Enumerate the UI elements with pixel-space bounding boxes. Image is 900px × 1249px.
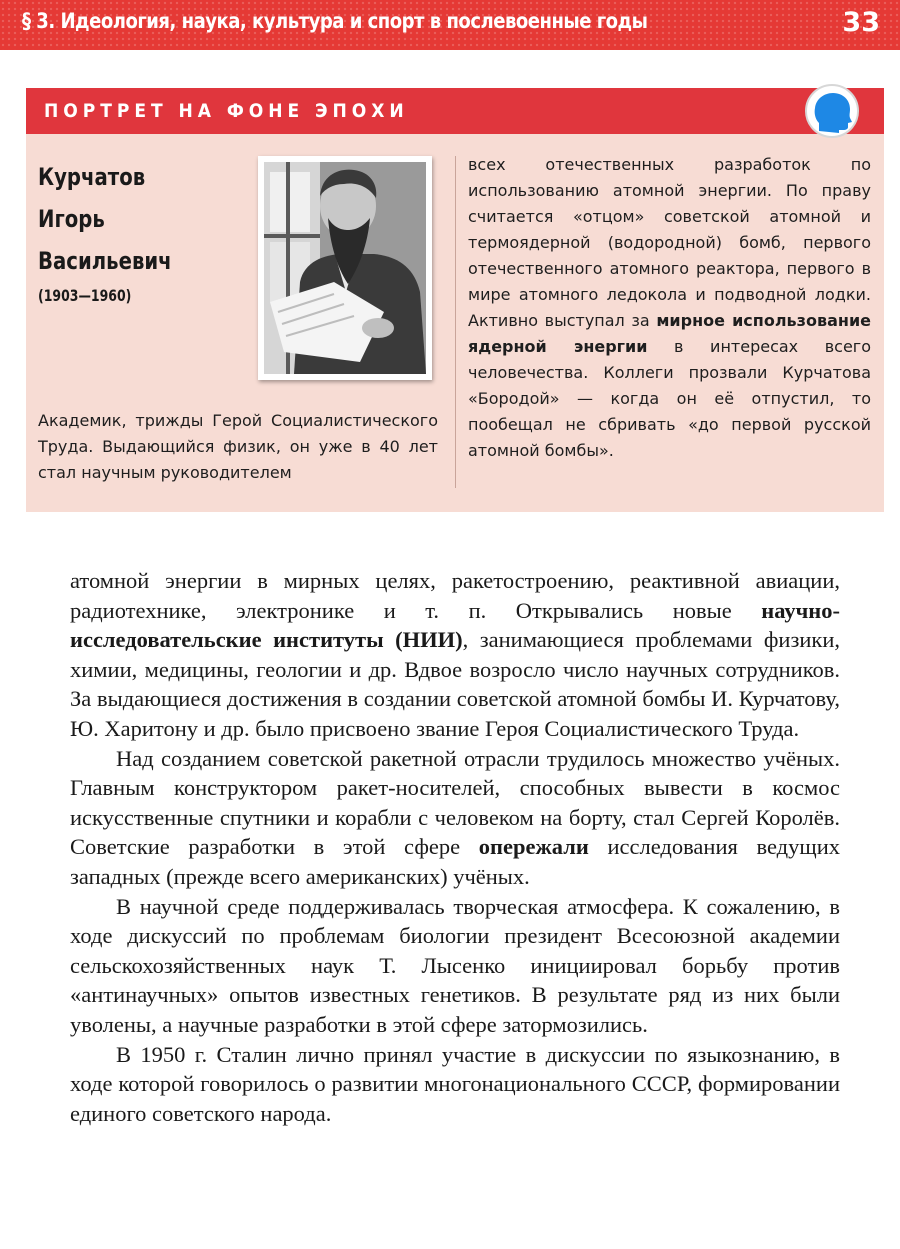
page-number: 33 bbox=[842, 7, 880, 38]
bio-right-part1: всех отечественных разработок по использованию атомной энергии. По праву считается «отцом» советской атомной и термоядерной (водородной) бомб, первого отечественного атомного реактора, первого в мире атомного ледокола и подводной лодки. Активно выступал за bbox=[468, 155, 871, 330]
column-divider bbox=[455, 156, 456, 488]
paragraph-1-part2: , занимающиеся проблемами физики, химии, медицины, геологии и др. Вдвое возросло число научных сотрудников. За выдающиеся достижения в создании советской атомной бомбы И. Курчатову, Ю. Харитону и др. было присвоено звание Героя Социалистического Труда. bbox=[70, 627, 840, 741]
bio-right-bold: мирное использование ядерной энергии bbox=[468, 311, 871, 356]
person-patronymic: Васильевич bbox=[38, 247, 172, 275]
feature-title-bar bbox=[26, 88, 884, 134]
person-first-name: Игорь bbox=[38, 205, 105, 233]
bio-text-right bbox=[468, 152, 871, 464]
paragraph-1 bbox=[70, 566, 840, 744]
chapter-title: § 3. Идеология, наука, культура и спорт в послевоенные годы bbox=[22, 9, 648, 33]
portrait-photo bbox=[258, 156, 432, 380]
term-nii: научно-исследовательские институты (НИИ) bbox=[70, 597, 840, 653]
paragraph-2-part1: Над созданием советской ракетной отрасли трудилось множество учёных. Главным конструктором ракет-носителей, способных вывести в космос искусственные спутники и корабли с человеком на борту, стал Сергей Королёв. Советские разработки в этой сфере bbox=[70, 745, 840, 860]
paragraph-4: В 1950 г. Сталин лично принял участие в дискуссии по языкознанию, в ходе которой говорилось о развитии многонационального СССР, формировании единого советского народа. bbox=[70, 1041, 840, 1126]
bio-right-part2: в интересах всего человечества. Коллеги прозвали Курчатова «Бородой» — когда он её отпустил, то пообещал не сбривать «до первой русской атомной бомбы». bbox=[468, 337, 871, 460]
page-header bbox=[0, 0, 900, 50]
paragraph-1-part1: атомной энергии в мирных целях, ракетостроению, реактивной авиации, радиотехнике, электронике и т. п. Открывались новые bbox=[70, 568, 840, 623]
main-body-text bbox=[70, 566, 840, 1128]
paragraph-2-part2: исследования ведущих западных (прежде всего американских) учёных. bbox=[70, 834, 840, 889]
term-operezhali: опережали bbox=[478, 834, 589, 860]
person-name bbox=[38, 156, 218, 282]
person-head-icon bbox=[805, 84, 859, 138]
feature-title: ПОРТРЕТ НА ФОНЕ ЭПОХИ bbox=[44, 100, 409, 122]
paragraph-2 bbox=[70, 744, 840, 892]
portrait-illustration bbox=[264, 162, 426, 374]
person-head-glyph bbox=[813, 91, 853, 133]
paragraph-3: В научной среде поддерживалась творческая атмосфера. К сожалению, в ходе дискуссий по проблемам биологии президент Всесоюзной академии сельскохозяйственных наук Т. Лысенко инициировал борьбу против «антинаучных» опытов известных генетиков. В результате ряд из них были уволены, а научные разработки в этой сфере затормозились. bbox=[70, 893, 840, 1037]
person-life-years: (1903—1960) bbox=[38, 286, 132, 305]
portrait-feature-box bbox=[26, 88, 884, 512]
person-surname: Курчатов bbox=[38, 163, 146, 191]
bio-text-left: Академик, трижды Герой Социалистического Труда. Выдающийся физик, он уже в 40 лет стал научным руководителем bbox=[38, 411, 438, 482]
